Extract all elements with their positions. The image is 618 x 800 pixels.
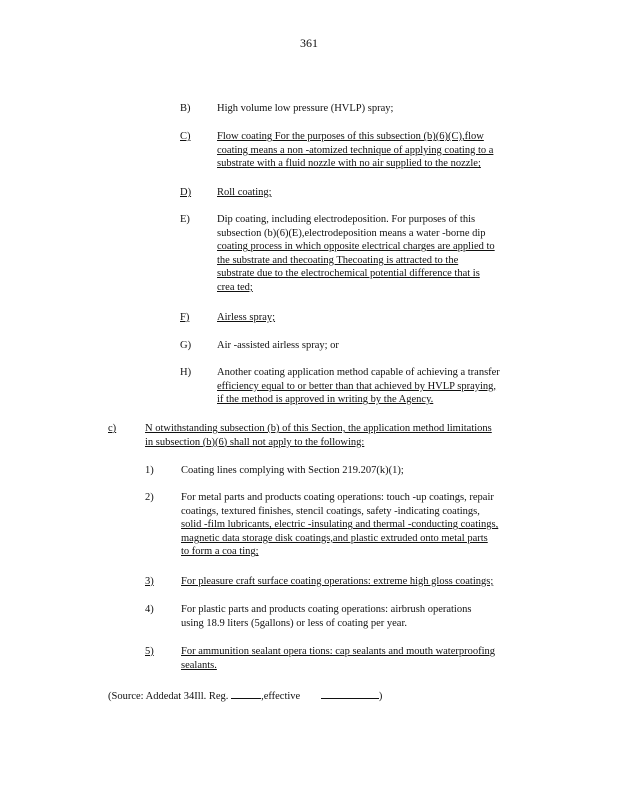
item-line: solid -film lubricants, electric -insulating and thermal -conducting coatings, <box>181 519 499 531</box>
item-line: For metal parts and products coating operations: touch -up coatings, repair <box>181 492 494 503</box>
item-line: coatings, textured finishes, stencil coatings, safety -indicating coatings, <box>181 505 480 517</box>
source-note <box>108 688 382 704</box>
item-label: G) <box>180 340 192 351</box>
source-middle: ,effective <box>261 691 301 702</box>
item-label: 4) <box>145 604 154 615</box>
item-line: magnetic data storage disk coatings,and plastic extruded onto metal parts <box>181 532 488 544</box>
item-line: subsection (b)(6)(E),electrodeposition means a water -borne dip <box>217 227 486 239</box>
item-label: B) <box>180 103 191 114</box>
item-line: For pleasure craft surface coating operations: extreme high gloss coatings; <box>181 576 494 587</box>
item-line: coating means a non -atomized technique of applying coating to a <box>217 144 494 156</box>
item-label: E) <box>180 214 190 225</box>
item-line: High volume low pressure (HVLP) spray; <box>217 103 394 114</box>
source-prefix: (Source: Addedat 34Ill. Reg. <box>108 691 229 702</box>
item-line: crea ted; <box>217 281 253 293</box>
section-line: in subsection (b)(6) shall not apply to the following: <box>145 436 365 448</box>
item-label: D) <box>180 187 192 198</box>
item-label: 2) <box>145 492 154 503</box>
item-line: using 18.9 liters (5gallons) or less of coating per year. <box>181 617 407 629</box>
effective-blank <box>321 688 379 699</box>
item-label: 5) <box>145 646 154 657</box>
item-label: 1) <box>145 465 154 476</box>
item-line: For plastic parts and products coating operations: airbrush operations <box>181 604 472 615</box>
item-label: F) <box>180 312 190 323</box>
item-line: Roll coating; <box>217 187 272 198</box>
item-line: Dip coating, including electrodeposition. For purposes of this <box>217 214 476 225</box>
item-line: Coating lines complying with Section 219.207(k)(1); <box>181 465 404 476</box>
item-label: 3) <box>145 576 154 587</box>
item-line: substrate due to the electrochemical potential difference that is <box>217 268 480 280</box>
item-line: sealants. <box>181 659 217 671</box>
page-number: 361 <box>300 36 318 50</box>
item-line: Flow coating For the purposes of this subsection (b)(6)(C),flow <box>217 131 484 142</box>
item-line: if the method is approved in writing by the Agency. <box>217 394 434 406</box>
item-line: the substrate and thecoating Thecoating is attracted to the <box>217 254 459 266</box>
item-line: coating process in which opposite electrical charges are applied to <box>217 241 495 253</box>
item-label: H) <box>180 367 192 378</box>
reg-blank <box>231 688 261 699</box>
item-line: Airless spray; <box>217 312 276 323</box>
source-suffix: ) <box>378 691 383 702</box>
item-line: For ammunition sealant opera tions: cap sealants and mouth waterproofing <box>181 646 496 657</box>
section-line: N otwithstanding subsection (b) of this Section, the application method limitations <box>145 423 492 434</box>
item-line: Air -assisted airless spray; or <box>217 340 339 351</box>
item-label: C) <box>180 131 191 142</box>
item-line: substrate with a fluid nozzle with no air supplied to the nozzle; <box>217 158 481 170</box>
item-line: efficiency equal to or better than that achieved by HVLP spraying, <box>217 380 497 392</box>
section-label: c) <box>108 423 117 434</box>
item-line: to form a coa ting; <box>181 546 259 558</box>
item-line: Another coating application method capable of achieving a transfer <box>217 367 500 378</box>
